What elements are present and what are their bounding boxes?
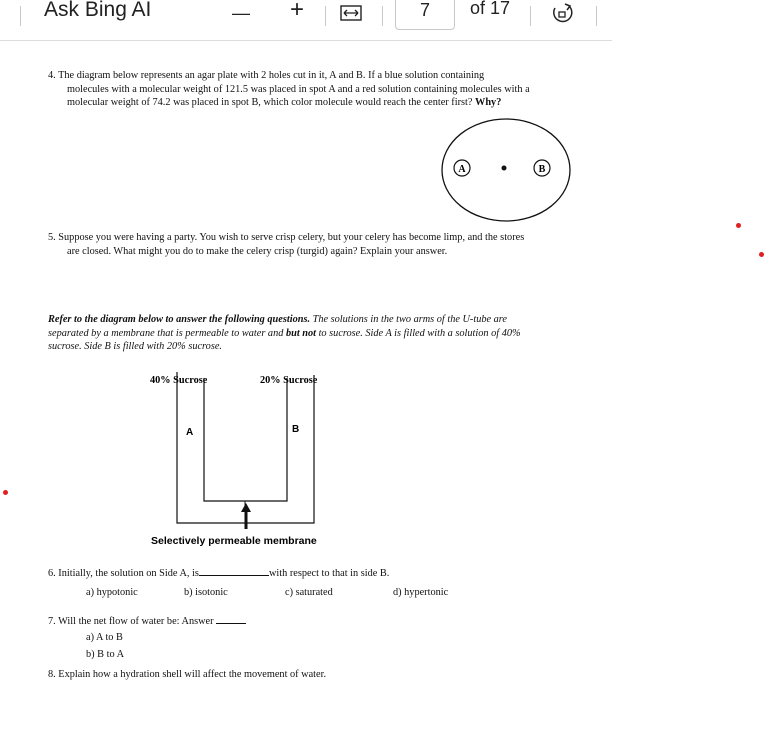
fit-width-button[interactable] <box>338 0 364 26</box>
pdf-toolbar <box>0 0 612 41</box>
zoom-in-icon: + <box>289 0 304 23</box>
question-5-line: 5. Suppose you were having a party. You wish to serve crisp celery, but your celery has become limp, and the stores <box>48 232 525 243</box>
left-arm-label: 40% Sucrose <box>150 375 208 386</box>
u-tube-inner-wall <box>204 378 287 501</box>
q6-option-d: d) hypertonic <box>393 587 449 598</box>
question-8: 8. Explain how a hydration shell will affect the movement of water. <box>48 669 327 680</box>
q6-option-a: a) hypotonic <box>86 587 138 598</box>
answer-blank[interactable] <box>216 614 246 624</box>
ask-bing-ai-button[interactable]: Ask Bing AI <box>44 0 152 21</box>
rotate-icon <box>549 2 577 24</box>
q6-option-b: b) isotonic <box>184 587 228 598</box>
toolbar-separator <box>325 6 326 26</box>
question-4-line: molecular weight of 74.2 was placed in spot B, which color molecule would reach the center first? Why? <box>67 97 502 108</box>
annotation-dot <box>736 223 741 228</box>
hole-a-label: A <box>458 164 466 175</box>
agar-plate-diagram <box>438 117 574 225</box>
answer-blank[interactable] <box>199 566 269 576</box>
side-a-label: A <box>186 427 194 438</box>
fit-width-icon <box>340 5 362 21</box>
q7-option-b: b) B to A <box>86 649 125 660</box>
q6-option-c: c) saturated <box>285 587 333 598</box>
annotation-dot <box>759 252 764 257</box>
rotate-button[interactable] <box>548 0 578 26</box>
question-7: 7. Will the net flow of water be: Answer <box>48 614 246 628</box>
right-arm-label: 20% Sucrose <box>260 375 318 386</box>
side-b-label: B <box>292 424 300 435</box>
u-tube-diagram <box>140 365 360 555</box>
annotation-dot <box>3 490 8 495</box>
u-tube-instructions: Refer to the diagram below to answer the following questions. The solutions in the two arms of the U-tube are separated by a membrane that is permeable to water and but not to sucrose. Side A is filled with a solution of 40% sucrose. Side B is filled with 20% sucrose. <box>48 314 521 352</box>
q7-option-a: a) A to B <box>86 632 123 643</box>
toolbar-separator <box>20 6 21 26</box>
hole-b-label: B <box>538 164 546 175</box>
toolbar-separator <box>530 6 531 26</box>
zoom-out-button[interactable] <box>226 0 256 26</box>
center-point <box>502 166 507 171</box>
toolbar-separator <box>596 6 597 26</box>
u-tube-outer-wall <box>177 372 314 523</box>
zoom-in-button[interactable] <box>282 0 312 23</box>
question-4-line: molecules with a molecular weight of 121.5 was placed in spot A and a red solution containing molecules with a <box>67 83 530 95</box>
toolbar-separator <box>382 6 383 26</box>
question-5-line: are closed. What might you do to make the celery crisp (turgid) again? Explain your answer. <box>67 245 448 257</box>
zoom-out-icon: — <box>232 2 250 23</box>
question-5 <box>48 231 618 258</box>
membrane-label: Selectively permeable membrane <box>151 535 317 547</box>
page-number-input[interactable]: 7 <box>395 0 455 30</box>
membrane-arrow-icon <box>241 503 251 529</box>
question-6: 6. Initially, the solution on Side A, is with respect to that in side B. <box>48 568 390 579</box>
question-4-line: 4. The diagram below represents an agar plate with 2 holes cut in it, A and B. If a blue solution containing <box>48 70 485 81</box>
question-4 <box>48 69 618 110</box>
page-total: of 17 <box>470 0 511 18</box>
